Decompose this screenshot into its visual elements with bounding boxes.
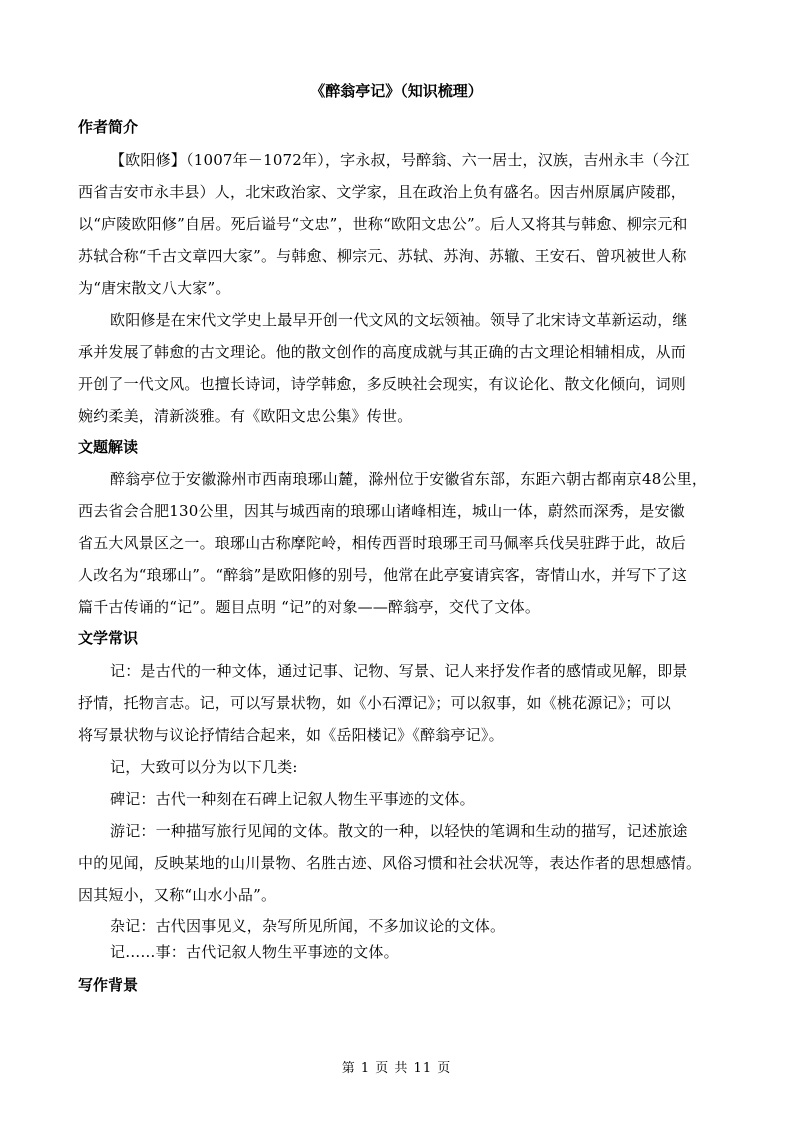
paragraph-line: 西省吉安市永丰县）人，北宋政治家、文学家，且在政治上负有盛名。因吉州原属庐陵郡， — [78, 183, 687, 201]
heading-literary-knowledge: 文学常识 — [78, 629, 139, 647]
paragraph-line: 因其短小，又称“山水小品”。 — [78, 886, 277, 904]
paragraph-line: 为“唐宋散文八大家”。 — [78, 279, 231, 297]
paragraph-line: 人改名为“琅琊山”。“醉翁”是欧阳修的别号，他常在此亭宴请宾客，寄情山水，并写下了这 — [78, 566, 688, 584]
paragraph-line: 游记：一种描写旅行见闻的文体。散文的一种，以轻快的笔调和生动的描写，记述旅途 — [110, 822, 688, 840]
heading-author: 作者简介 — [78, 118, 139, 136]
document-title: 《醉翁亭记》（知识梳理） — [310, 82, 483, 100]
paragraph-line: 承并发展了韩愈的古文理论。他的散文创作的高度成就与其正确的古文理论相辅相成，从而 — [78, 343, 687, 361]
paragraph-line: 中的见闻，反映某地的山川景物、名胜古迹、风俗习惯和社会状况等，表达作者的思想感情。 — [78, 854, 702, 872]
paragraph-line: 杂记：古代因事见义，杂写所见所闻，不多加议论的文体。 — [110, 917, 506, 935]
paragraph-line: 篇千古传诵的“记”。题目点明 “记”的对象——醉翁亭，交代了文体。 — [78, 598, 541, 616]
paragraph-line: 开创了一代文风。也擅长诗词，诗学韩愈，多反映社会现实，有议论化、散文化倾向，词则 — [78, 375, 687, 393]
heading-title-interpretation: 文题解读 — [78, 438, 139, 456]
paragraph-line: 碑记：古代一种刻在石碑上记叙人物生平事迹的文体。 — [110, 790, 475, 808]
paragraph-line: 婉约柔美，清新淡雅。有《欧阳文忠公集》传世。 — [78, 407, 413, 425]
paragraph-line: 记：是古代的一种文体，通过记事、记物、写景、记人来抒发作者的感情或见解，即景 — [110, 662, 688, 680]
paragraph-line: 抒情，托物言志。记，可以写景状物，如《小石潭记》；可以叙事，如《桃花源记》；可以 — [78, 694, 672, 712]
paragraph-line: 【欧阳修】（1007年－1072年），字永叔，号醉翁、六一居士，汉族，吉州永丰（今江 — [110, 151, 690, 169]
paragraph-line: 欧阳修是在宋代文学史上最早开创一代文风的文坛领袖。领导了北宋诗文革新运动，继 — [110, 311, 688, 329]
heading-background: 写作背景 — [78, 976, 139, 994]
paragraph-line: 记，大致可以分为以下几类: — [110, 758, 298, 776]
paragraph-line: 以“庐陵欧阳修”自居。死后谥号“文忠”，世称“欧阳文忠公”。后人又将其与韩愈、柳宗元和 — [78, 215, 688, 233]
paragraph-line: 西去省会合肥130公里，因其与城西南的琅琊山诸峰相连，城山一体，蔚然而深秀，是安徽 — [78, 502, 685, 520]
paragraph-line: 省五大风景区之一。琅琊山古称摩陀岭，相传西晋时琅琊王司马佩率兵伐吴驻跸于此，故后 — [78, 534, 687, 552]
page-footer: 第 1 页 共 11 页 — [341, 1061, 452, 1076]
paragraph-line: 苏轼合称“千古文章四大家”。与韩愈、柳宗元、苏轼、苏洵、苏辙、王安石、曾巩被世人称 — [78, 247, 687, 265]
paragraph-line: 将写景状物与议论抒情结合起来，如《岳阳楼记》《醉翁亭记》。 — [78, 726, 504, 744]
paragraph-line: 记……事：古代记叙人物生平事迹的文体。 — [110, 943, 399, 961]
paragraph-line: 醉翁亭位于安徽滁州市西南琅琊山麓，滁州位于安徽省东部，东距六朝古都南京48公里， — [110, 470, 708, 488]
